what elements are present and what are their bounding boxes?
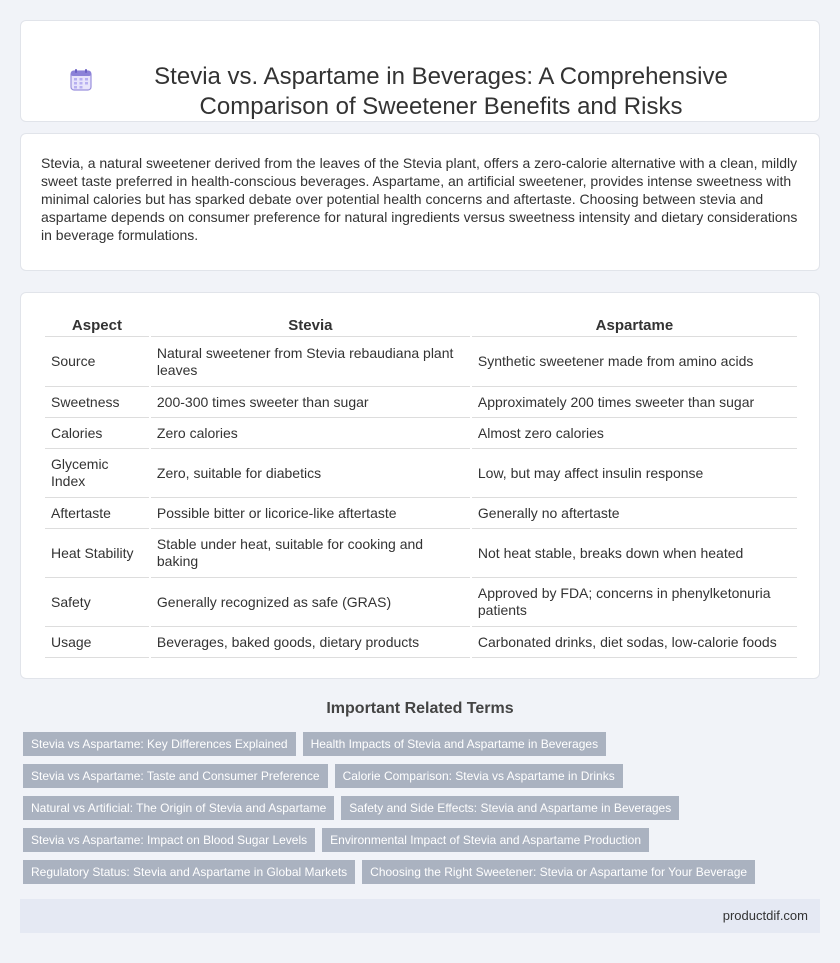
stevia-cell: Possible bitter or licorice-like aftertaste: [151, 498, 470, 529]
related-term-tag[interactable]: Calorie Comparison: Stevia vs Aspartame in Drinks: [335, 764, 623, 788]
stevia-cell: Natural sweetener from Stevia rebaudiana plant leaves: [151, 337, 470, 387]
header-stevia: Stevia: [151, 311, 470, 337]
stevia-cell: Beverages, baked goods, dietary products: [151, 627, 470, 658]
footer: [20, 899, 820, 933]
aspartame-cell: Low, but may affect insulin response: [472, 449, 797, 498]
related-term-tag[interactable]: Stevia vs Aspartame: Impact on Blood Sugar Levels: [23, 828, 315, 852]
aspect-cell: Usage: [45, 627, 149, 658]
calendar-grid-icon: [69, 68, 93, 92]
aspartame-cell: Approved by FDA; concerns in phenylketonuria patients: [472, 578, 797, 627]
aspect-cell: Glycemic Index: [45, 449, 149, 498]
aspartame-cell: Synthetic sweetener made from amino acids: [472, 337, 797, 387]
table-row: [45, 529, 797, 578]
related-terms-list: [23, 732, 803, 892]
tag-row: [23, 796, 803, 820]
tag-row: [23, 860, 803, 884]
related-term-tag[interactable]: Choosing the Right Sweetener: Stevia or Aspartame for Your Beverage: [362, 860, 755, 884]
intro-paragraph: Stevia, a natural sweetener derived from the leaves of the Stevia plant, offers a zero-calorie alternative with a clean, mildly sweet taste preferred in health-conscious beverages. Aspartame, an artificial sweetener, provides intense sweetness with minimal calories but has sparked debate over potential health concerns and aftertaste. Choosing between stevia and aspartame depends on consumer preference for natural ingredients versus sweetness intensity and dietary considerations in beverage formulations.: [41, 155, 798, 243]
aspect-cell: Sweetness: [45, 387, 149, 418]
table-row: [45, 449, 797, 498]
aspect-cell: Heat Stability: [45, 529, 149, 578]
tag-row: [23, 828, 803, 852]
table-row: [45, 418, 797, 449]
table-row: [45, 578, 797, 627]
aspect-cell: Aftertaste: [45, 498, 149, 529]
header-aspartame: Aspartame: [472, 311, 797, 337]
related-term-tag[interactable]: Stevia vs Aspartame: Key Differences Explained: [23, 732, 296, 756]
stevia-cell: 200-300 times sweeter than sugar: [151, 387, 470, 418]
aspartame-cell: Generally no aftertaste: [472, 498, 797, 529]
table-row: [45, 627, 797, 658]
related-term-tag[interactable]: Stevia vs Aspartame: Taste and Consumer Preference: [23, 764, 328, 788]
table-row: [45, 387, 797, 418]
aspect-cell: Safety: [45, 578, 149, 627]
stevia-cell: Zero, suitable for diabetics: [151, 449, 470, 498]
stevia-cell: Stable under heat, suitable for cooking and baking: [151, 529, 470, 578]
table-header-row: [45, 311, 797, 337]
related-term-tag[interactable]: Natural vs Artificial: The Origin of Stevia and Aspartame: [23, 796, 334, 820]
aspartame-cell: Not heat stable, breaks down when heated: [472, 529, 797, 578]
tag-row: [23, 732, 803, 756]
related-term-tag[interactable]: Environmental Impact of Stevia and Aspartame Production: [322, 828, 649, 852]
intro-card: [20, 133, 820, 271]
aspartame-cell: Approximately 200 times sweeter than sugar: [472, 387, 797, 418]
footer-site-link[interactable]: productdif.com: [722, 908, 808, 923]
related-term-tag[interactable]: Safety and Side Effects: Stevia and Aspartame in Beverages: [341, 796, 679, 820]
comparison-card: [20, 292, 820, 679]
aspartame-cell: Almost zero calories: [472, 418, 797, 449]
related-term-tag[interactable]: Regulatory Status: Stevia and Aspartame in Global Markets: [23, 860, 355, 884]
comparison-table: [43, 311, 799, 658]
page-title: Stevia vs. Aspartame in Beverages: A Comprehensive Comparison of Sweetener Benefits and Risks: [154, 63, 728, 120]
header-aspect: Aspect: [45, 311, 149, 337]
table-row: [45, 337, 797, 387]
aspect-cell: Calories: [45, 418, 149, 449]
aspartame-cell: Carbonated drinks, diet sodas, low-calorie foods: [472, 627, 797, 658]
tag-row: [23, 764, 803, 788]
aspect-cell: Source: [45, 337, 149, 387]
related-term-tag[interactable]: Health Impacts of Stevia and Aspartame in Beverages: [303, 732, 607, 756]
table-row: [45, 498, 797, 529]
title-card: [20, 20, 820, 122]
stevia-cell: Zero calories: [151, 418, 470, 449]
stevia-cell: Generally recognized as safe (GRAS): [151, 578, 470, 627]
related-terms-heading: Important Related Terms: [326, 700, 514, 717]
